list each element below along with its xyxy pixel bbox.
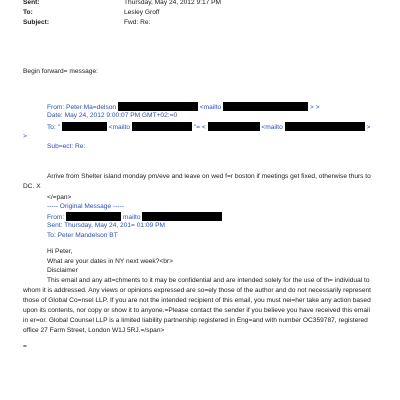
question: What are your dates in NY next week?<br> <box>47 258 173 265</box>
redaction-block <box>285 122 365 131</box>
fwd-to-line <box>47 122 370 133</box>
begin-forward-line: Begin forward= message: <box>23 68 98 75</box>
redaction-block <box>62 122 107 131</box>
redaction-block <box>118 102 198 111</box>
fwd-from-end: > > <box>309 104 320 111</box>
fwd-to-mailto2: <mailto <box>261 124 283 131</box>
disclaimer-line-3: those of Global Co=nsel LLP. If you are not the intended recipient of this email, you must nei=her take any action based <box>23 297 371 304</box>
fwd-to-mid: "= < <box>193 124 206 131</box>
gt-line: > <box>23 133 27 140</box>
redaction-block <box>142 212 222 221</box>
to-value: Lesley Groff <box>124 9 160 16</box>
orig-to-line: To: Peter Mandelson BT <box>47 232 118 239</box>
disclaimer-line-1: This email and any att=chments to it may be confidential and are intended solely for the use of th= individual to <box>47 277 370 284</box>
fwd-to-mailto: <mailto <box>108 124 131 131</box>
orig-sent-line: Sent: Thursday, May 24, 201= 01:09 PM <box>47 222 165 229</box>
orig-from-line <box>47 212 222 223</box>
orig-from-mailto: mailto <box>122 214 141 221</box>
subject-label: Subject: <box>23 19 50 26</box>
redaction-block <box>223 102 308 111</box>
fwd-from-mailto: <mailto <box>199 104 222 111</box>
fwd-date-line: Date: May 24, 2012 9:00:07 PM GMT+02:=0 <box>47 112 178 119</box>
redaction-block <box>208 122 260 131</box>
orig-from-label: From: <box>47 214 65 221</box>
fwd-from-prefix: From: Peter Ma=delson <box>47 104 117 111</box>
disclaimer-line-5: in er=or. Global Counsel LLP is a limited liability partnership registered in Eng=and with number OC359787, registered <box>23 317 368 324</box>
original-message-divider: ----- Original Message ----- <box>47 203 124 210</box>
span-close: </=pan> <box>47 194 72 201</box>
to-label: To: <box>23 9 33 16</box>
disclaimer-heading: Disclaimer <box>47 267 78 274</box>
sent-label: Sent: <box>23 0 40 6</box>
redaction-block <box>66 212 121 221</box>
disclaimer-line-4: upon its contents, nor copy or show it to anyone.=Please contact the sender if you believe you have received this email <box>23 307 370 314</box>
body-line-2: DC. X <box>23 183 41 190</box>
body-line-1: Arrive from Shelter island monday pm/eve and leave on wed f=r boston if meetings get fixed, otherwise thurs to <box>47 173 371 180</box>
redaction-block <box>132 122 192 131</box>
greeting: Hi Peter, <box>47 248 73 255</box>
sent-value: Thursday, May 24, 2012 9:17 PM <box>124 0 222 6</box>
disclaimer-line-6: office 27 Farm Street, London W1J 5RJ.=/span> <box>23 327 165 334</box>
footer-equals: = <box>23 343 27 350</box>
fwd-to-end: > <box>366 124 371 131</box>
disclaimer-line-2: whom it is addressed. Any views or opinions expressed are so=ely those of the author and do not necessarily represent <box>23 287 372 294</box>
subject-value: Fwd: Re: <box>124 19 151 26</box>
fwd-subject-line: Sub=ect: Re: <box>47 143 86 150</box>
fwd-to-prefix: To: " <box>47 124 60 131</box>
fwd-from-line <box>47 102 319 113</box>
